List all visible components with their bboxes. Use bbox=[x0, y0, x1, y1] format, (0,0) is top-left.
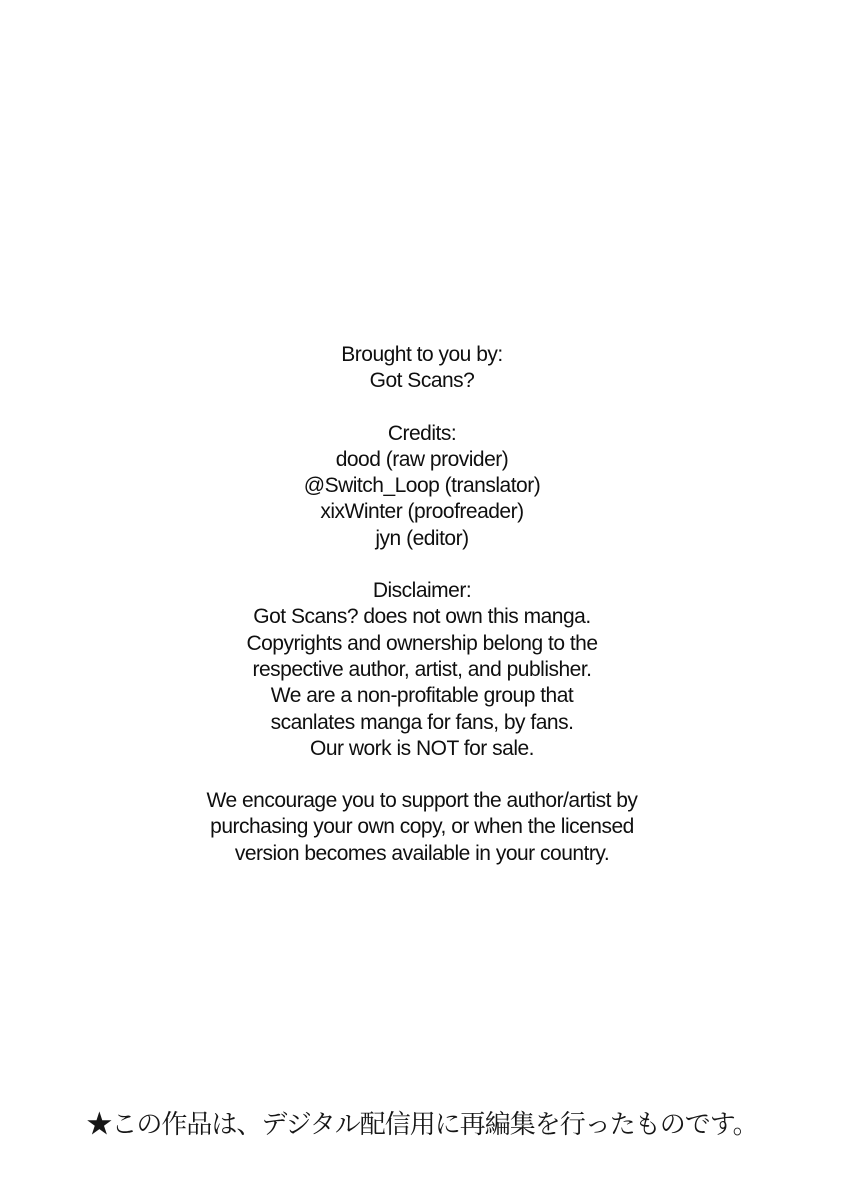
text-line: dood (raw provider) bbox=[335, 447, 509, 471]
text-line: Got Scans? does not own this manga. bbox=[253, 605, 591, 629]
text-line: purchasing your own copy, or when the licensed bbox=[210, 815, 634, 839]
disclaimer-block bbox=[0, 578, 844, 762]
text-line: jyn (editor) bbox=[375, 526, 469, 550]
text-line: Got Scans? bbox=[369, 369, 475, 393]
digital-edition-note: ★この作品は、デジタル配信用に再編集を行ったものです。 bbox=[86, 1110, 758, 1139]
text-line: version becomes available in your country. bbox=[234, 841, 610, 865]
text-line: Credits: bbox=[387, 421, 457, 445]
support-block bbox=[0, 788, 844, 867]
text-line: We are a non-profitable group that bbox=[270, 684, 574, 708]
brought-to-you-by-block bbox=[0, 342, 844, 395]
text-line: Our work is NOT for sale. bbox=[310, 736, 534, 760]
text-line: xixWinter (proofreader) bbox=[320, 500, 524, 524]
text-line: Brought to you by: bbox=[341, 343, 503, 366]
text-line: @Switch_Loop (translator) bbox=[303, 474, 541, 498]
text-line: Disclaimer: bbox=[372, 579, 472, 603]
text-line: scanlates manga for fans, by fans. bbox=[270, 710, 574, 734]
credits-column bbox=[0, 342, 844, 867]
text-line: We encourage you to support the author/artist by bbox=[206, 789, 638, 813]
credits-block bbox=[0, 421, 844, 552]
text-line: respective author, artist, and publisher. bbox=[252, 657, 592, 681]
text-line: Copyrights and ownership belong to the bbox=[246, 631, 598, 655]
